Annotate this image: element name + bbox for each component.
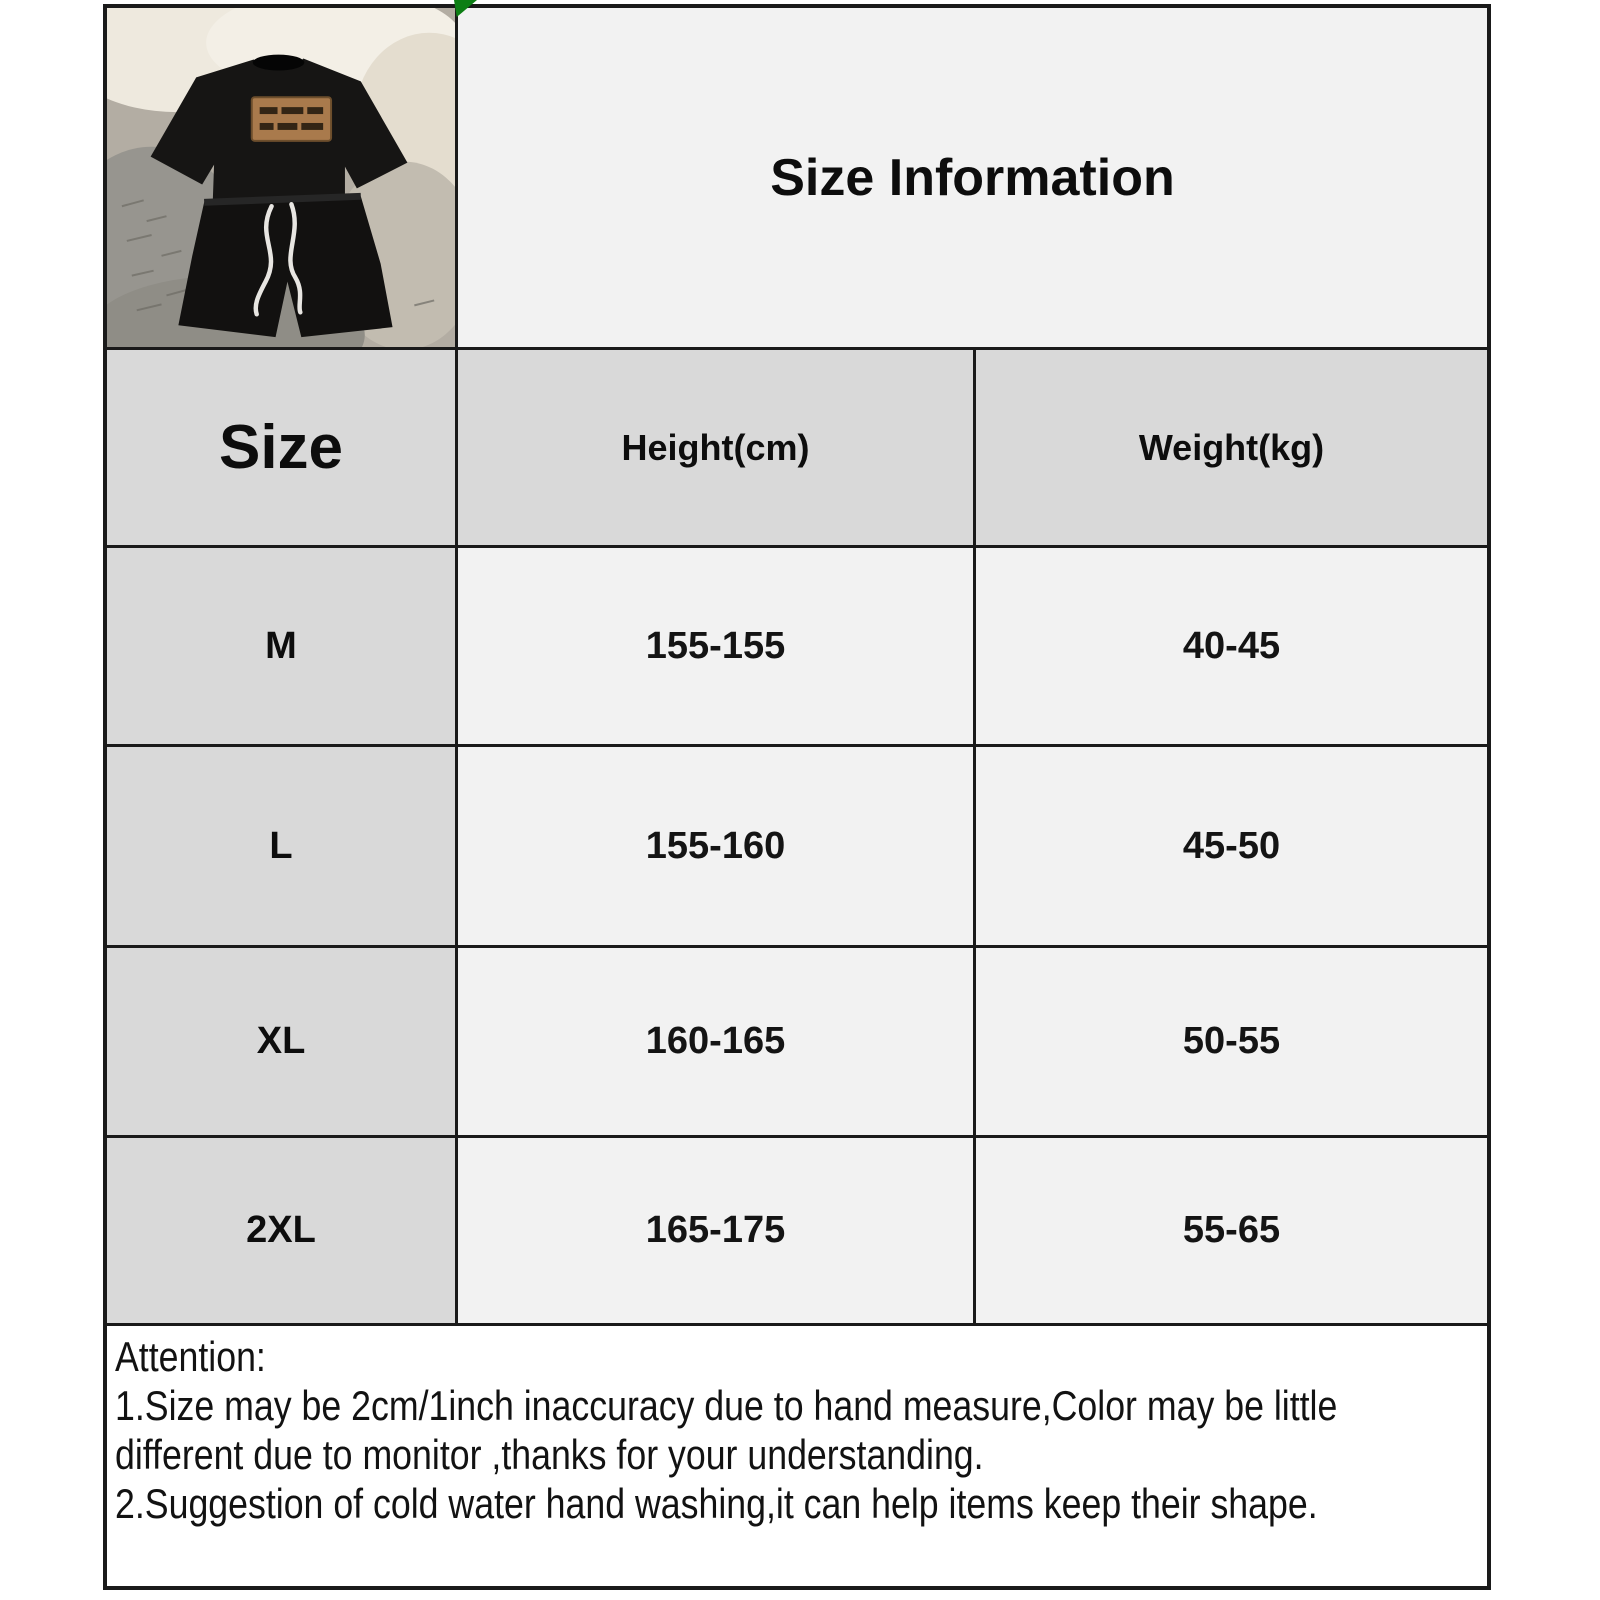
table-row-xl-height — [458, 948, 976, 1138]
weight-value: 45-50 — [1182, 824, 1281, 867]
table-row-2xl-height — [458, 1138, 976, 1326]
tshirt-collar — [253, 55, 305, 71]
size-value: 2XL — [246, 1209, 316, 1251]
weight-value: 50-55 — [1182, 1020, 1281, 1062]
weight-value: 55-65 — [1182, 1209, 1281, 1251]
table-row-m-weight — [976, 548, 1487, 747]
chest-label — [252, 97, 331, 141]
product-photo-illustration — [107, 8, 455, 347]
height-value: 155-160 — [645, 824, 786, 867]
attention-heading: Attention: — [115, 1333, 266, 1380]
height-value: 160-165 — [645, 1020, 786, 1062]
attention-line-2: different due to monitor ,thanks for your understanding. — [115, 1431, 984, 1478]
column-header-size — [107, 350, 458, 548]
table-row-xl-weight — [976, 948, 1487, 1138]
column-header-weight — [976, 350, 1487, 548]
title-cell — [458, 8, 1487, 350]
product-photo — [107, 8, 458, 350]
table-row-xl-size — [107, 948, 458, 1138]
column-header-size-label: Size — [218, 413, 344, 482]
table-row-2xl-weight — [976, 1138, 1487, 1326]
size-value: XL — [256, 1020, 306, 1062]
size-chart-sheet — [103, 4, 1491, 1590]
size-value: L — [269, 824, 293, 867]
table-row-l-height — [458, 747, 976, 948]
weight-value: 40-45 — [1182, 624, 1281, 667]
height-value: 155-155 — [645, 624, 786, 667]
page-title: Size Information — [770, 148, 1175, 207]
table-row-m-height — [458, 548, 976, 747]
column-header-height — [458, 350, 976, 548]
height-value: 165-175 — [645, 1209, 786, 1251]
attention-note — [107, 1326, 1487, 1586]
attention-line-1: 1.Size may be 2cm/1inch inaccuracy due to hand measure,Color may be little — [115, 1382, 1338, 1429]
size-value: M — [265, 624, 297, 667]
table-row-l-size — [107, 747, 458, 948]
column-header-weight-label: Weight(kg) — [1138, 426, 1325, 468]
attention-line-3: 2.Suggestion of cold water hand washing,it can help items keep their shape. — [115, 1480, 1318, 1527]
column-header-height-label: Height(cm) — [621, 426, 810, 468]
table-row-2xl-size — [107, 1138, 458, 1326]
table-row-m-size — [107, 548, 458, 747]
table-row-l-weight — [976, 747, 1487, 948]
